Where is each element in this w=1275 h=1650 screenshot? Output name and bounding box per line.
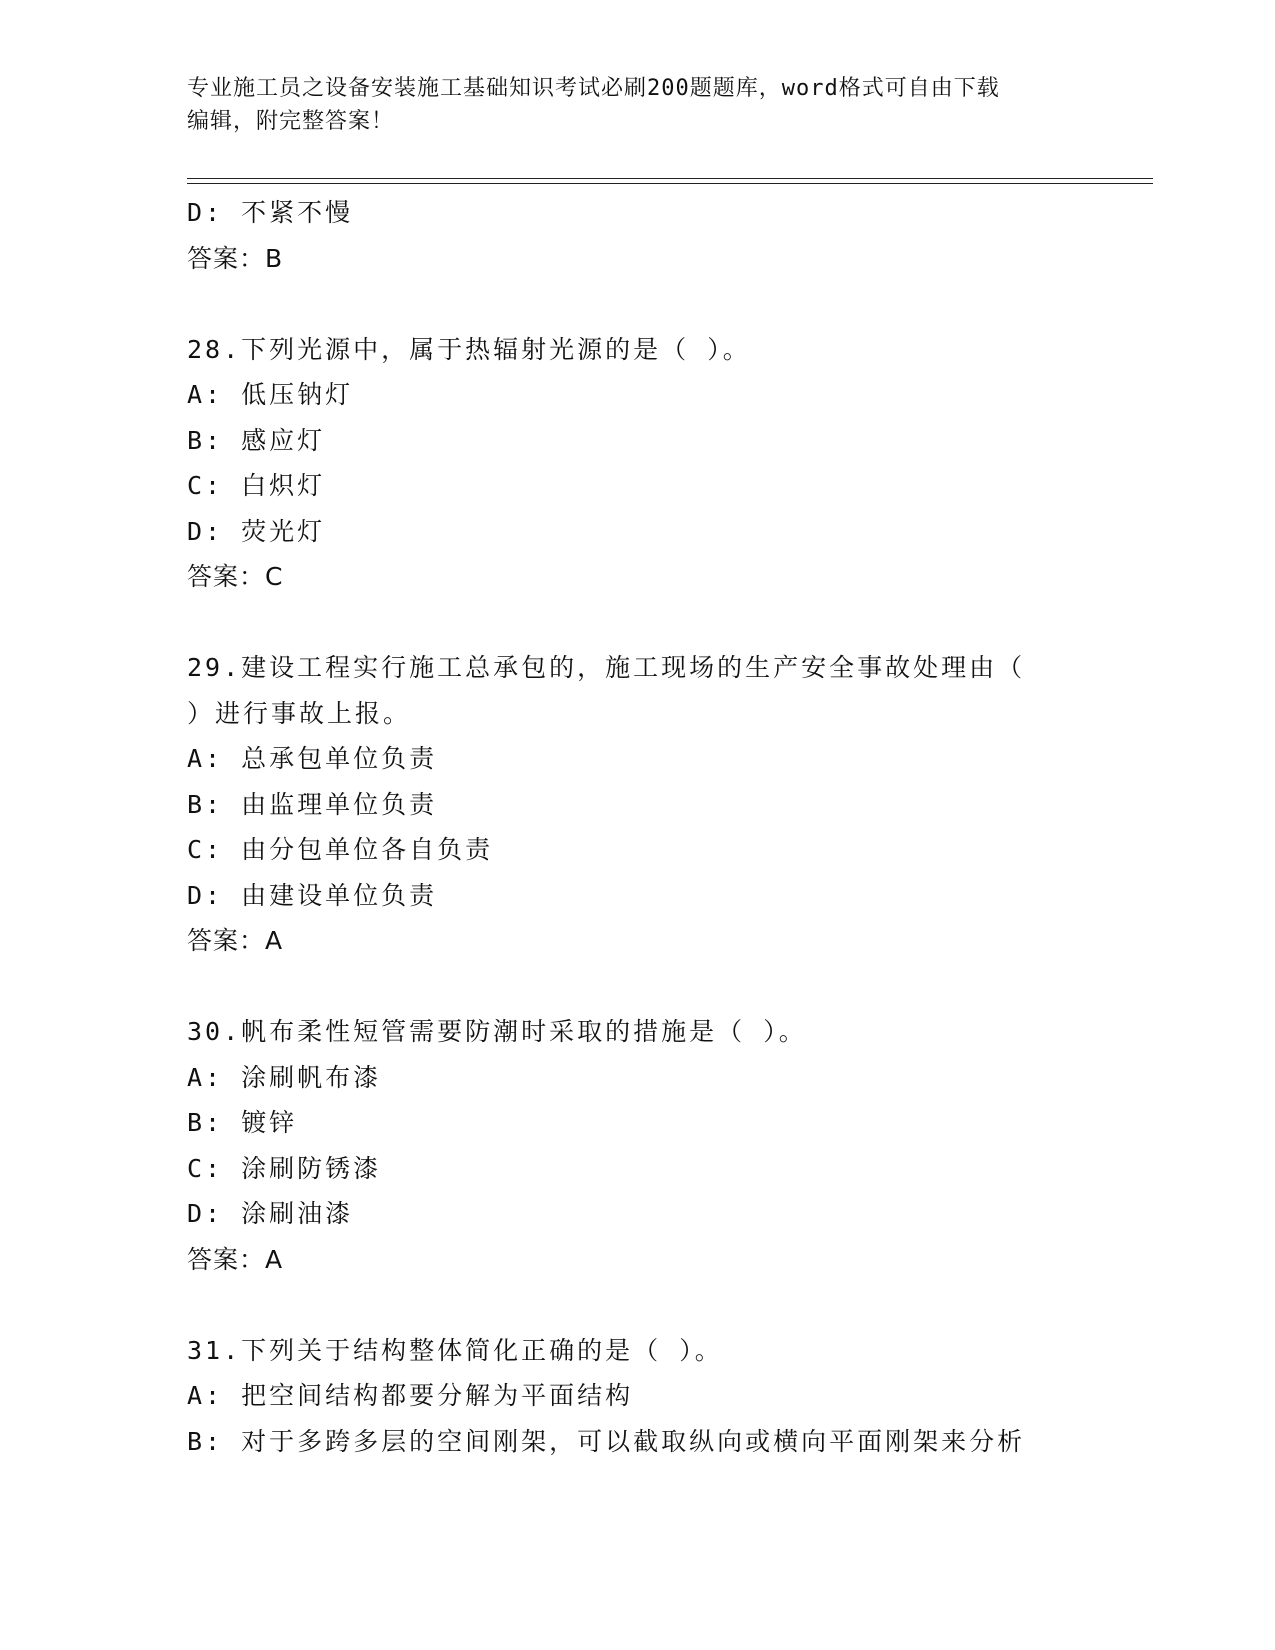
option-a: A: 涂刷帆布漆 xyxy=(187,1062,382,1092)
answer: 答案：A xyxy=(187,926,284,955)
answer: 答案：A xyxy=(187,1244,284,1274)
question-stem-continued: ）进行事故上报。 xyxy=(187,698,412,728)
question-stem: 29.建设工程实行施工总承包的，施工现场的生产安全事故处理由（ xyxy=(187,653,1026,682)
option-c: C: 白炽灯 xyxy=(187,471,326,500)
option-a: A: 总承包单位负责 xyxy=(187,744,438,773)
option-a: A: 把空间结构都要分解为平面结构 xyxy=(187,1381,634,1410)
option-d: D: 不紧不慢 xyxy=(187,198,354,227)
question-30 xyxy=(187,1009,1153,1282)
question-stem: 30.帆布柔性短管需要防潮时采取的措施是（ ）。 xyxy=(187,1017,807,1046)
question-list xyxy=(187,190,1153,1464)
question-31 xyxy=(187,1328,1153,1465)
header-line-2: 编辑，附完整答案！ xyxy=(187,109,395,134)
option-b: B: 对于多跨多层的空间刚架，可以截取纵向或横向平面刚架来分析 xyxy=(187,1426,1026,1456)
question-28 xyxy=(187,327,1153,600)
question-stem: 28.下列光源中，属于热辐射光源的是（ ）。 xyxy=(187,334,751,364)
option-b: B: 镀锌 xyxy=(187,1108,298,1137)
option-b: B: 由监理单位负责 xyxy=(187,789,438,819)
question-29 xyxy=(187,645,1153,964)
answer: 答案：B xyxy=(187,243,284,273)
option-d: D: 荧光灯 xyxy=(187,516,326,546)
option-a: A: 低压钠灯 xyxy=(187,380,354,409)
option-c: C: 由分包单位各自负责 xyxy=(187,835,494,864)
header-divider-top xyxy=(187,178,1153,179)
previous-question-tail xyxy=(187,190,1153,281)
header-line-1: 专业施工员之设备安装施工基础知识考试必刷200题题库，word格式可自由下载 xyxy=(187,76,1000,101)
document-header xyxy=(187,72,1087,138)
option-d: D: 涂刷油漆 xyxy=(187,1199,354,1228)
question-stem: 31.下列关于结构整体简化正确的是（ ）。 xyxy=(187,1335,723,1365)
header-divider-bottom xyxy=(187,183,1153,184)
answer: 答案：C xyxy=(187,562,284,591)
option-c: C: 涂刷防锈漆 xyxy=(187,1153,382,1183)
option-d: D: 由建设单位负责 xyxy=(187,880,438,910)
option-b: B: 感应灯 xyxy=(187,425,326,455)
